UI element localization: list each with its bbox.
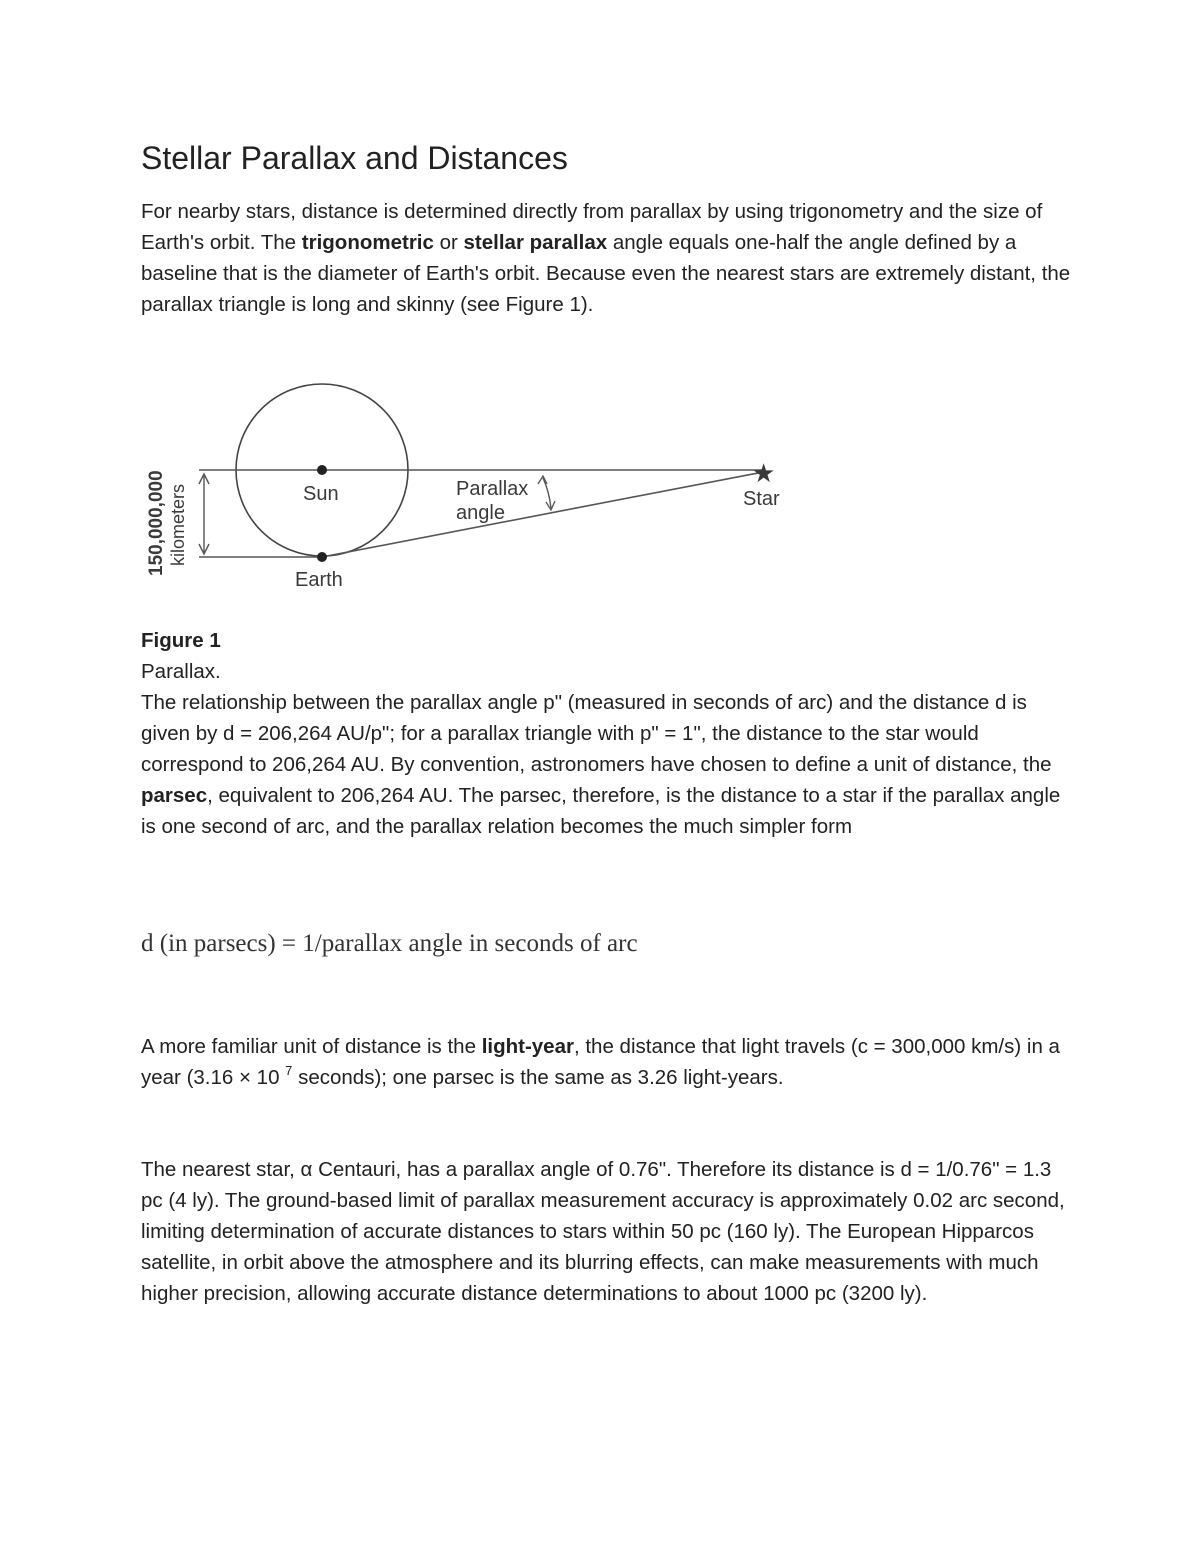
earth-dot <box>317 552 327 562</box>
para2-text-2: , equivalent to 206,264 AU. The parsec, therefore, is the distance to a star if the parallax angle is one second of arc, and the parallax relation becomes the much simpler form <box>141 784 1061 838</box>
figure-caption-text: Parallax. <box>141 660 221 683</box>
para3-text-2: , the distance that light travels (c = 300,000 km/s) in a year (3.16 × 10 <box>141 1035 1060 1089</box>
para1-text-3: angle equals one-half the angle defined by a baseline that is the diameter of Earth's orbit. Because even the nearest stars are extremely distant, the parallax triangle is long and skinny (see Figure 1). <box>141 231 1071 316</box>
paragraph-light-year <box>141 1031 1071 1093</box>
paragraph-nearest-star: The nearest star, α Centauri, has a parallax angle of 0.76". Therefore its distance is d = 1/0.76" = 1.3 pc (4 ly). The ground-based limit of parallax measurement accuracy is approximately 0.02 arc second, limiting determination of accurate distances to stars within 50 pc (160 ly). The European Hipparcos satellite, in orbit above the atmosphere and its blurring effects, can make measurements with much higher precision, allowing accurate distance determinations to about 1000 pc (3200 ly). <box>141 1158 1065 1305</box>
paragraph-parsec <box>141 687 1071 842</box>
earth-label: Earth <box>295 569 343 591</box>
earth-star-line <box>322 472 763 557</box>
para3-text-3: seconds); one parsec is the same as 3.26 light-years. <box>292 1066 784 1089</box>
figure-label: Figure 1 <box>141 629 221 652</box>
star-icon: ★ <box>752 458 776 488</box>
term-parsec: parsec <box>141 784 208 807</box>
parallax-diagram <box>141 378 801 596</box>
distance-label-line2: kilometers <box>168 483 188 566</box>
distance-label-line1: 150,000,000 <box>146 470 167 576</box>
sun-dot <box>317 465 327 475</box>
term-light-year: light-year <box>481 1035 574 1058</box>
term-trigonometric: trigonometric <box>301 231 434 254</box>
star-label: Star <box>743 488 780 510</box>
sun-label: Sun <box>303 483 339 505</box>
exponent: 7 <box>285 1063 293 1078</box>
para2-text-1: The relationship between the parallax angle p" (measured in seconds of arc) and the distance d is given by d = 206,264 AU/p"; for a parallax triangle with p" = 1", the distance to the star would correspond to 206,264 AU. By convention, astronomers have chosen to define a unit of distance, the <box>141 691 1052 776</box>
parallax-label-line1: Parallax <box>456 478 529 500</box>
figure-caption <box>141 625 1071 687</box>
page-title: Stellar Parallax and Distances <box>141 140 568 176</box>
para3-text-1: A more familiar unit of distance is the <box>141 1035 482 1058</box>
term-stellar-parallax: stellar parallax <box>463 231 608 254</box>
parsec-equation: d (in parsecs) = 1/parallax angle in seconds of arc <box>141 930 638 957</box>
para1-text-1: For nearby stars, distance is determined directly from parallax by using trigonometry and the size of Earth's orbit. The <box>141 200 1043 254</box>
parallax-label-line2: angle <box>456 502 505 524</box>
para1-text-2: or <box>433 231 464 254</box>
paragraph-intro <box>141 196 1071 320</box>
